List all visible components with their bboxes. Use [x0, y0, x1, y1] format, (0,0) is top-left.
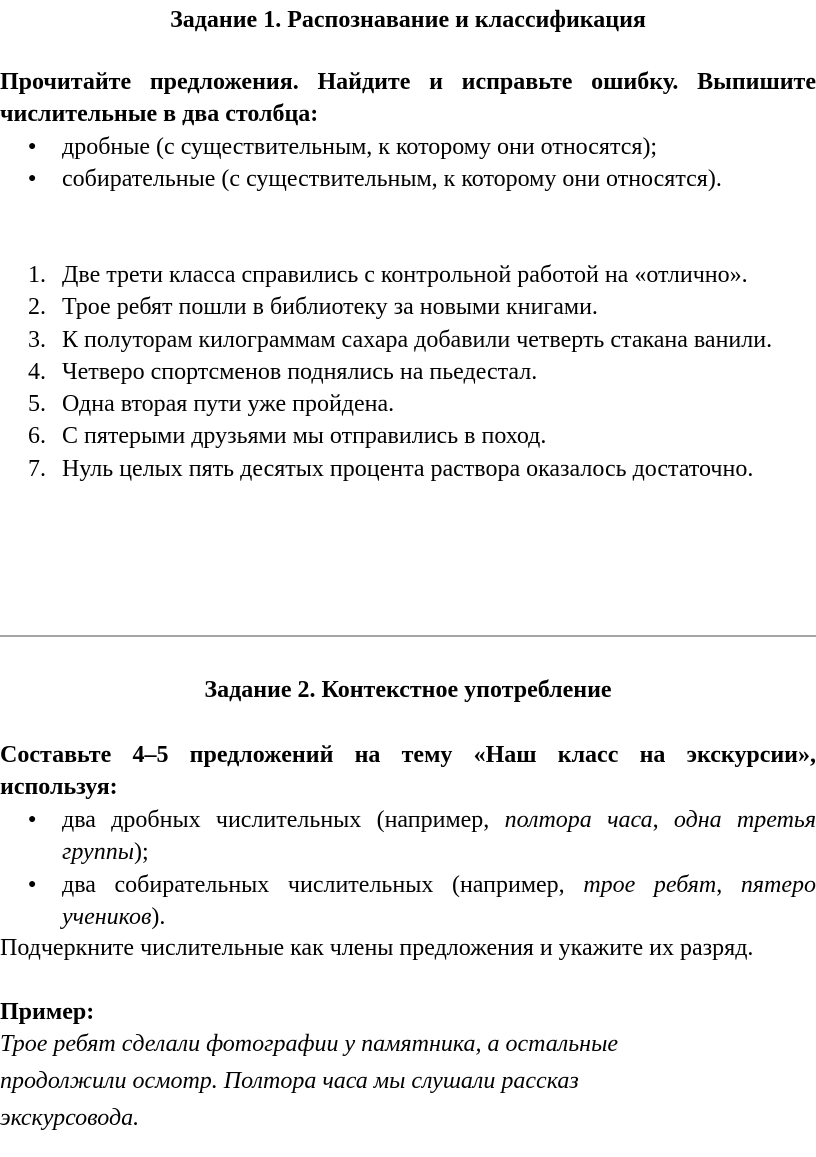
- task2-note: Подчеркните числительные как члены предложения и укажите их разряд.: [0, 935, 754, 961]
- sentence-text: С пятерыми друзьями мы отправились в поход.: [62, 423, 547, 450]
- task2-title: Задание 2. Контекстное употребление: [204, 677, 612, 703]
- sentence-item: [0, 291, 816, 323]
- bullet-icon: ●: [28, 876, 37, 892]
- example-phrase: одна третья группы: [62, 807, 816, 866]
- sentence-number: 1.: [28, 262, 46, 288]
- sentence-number: 6.: [28, 423, 46, 450]
- bullet-icon: ●: [28, 812, 37, 827]
- task1-instruction: Прочитайте предложения. Найдите и исправьте ошибку. Выпишите числительные в два столбца:: [0, 69, 816, 128]
- task2-instruction: Составьте 4–5 предложений на тему «Наш класс на экскурсии», используя:: [0, 742, 816, 801]
- bullet-text: собирательные (с существительным, к которому они относятся).: [62, 166, 722, 193]
- example-text: [0, 1026, 816, 1137]
- sentence-item: [0, 453, 816, 485]
- example-line: продолжили осмотр. Полтора часа мы слушали рассказ: [0, 1068, 579, 1094]
- bullet-icon: ●: [28, 171, 37, 187]
- sentence-text: Трое ребят пошли в библиотеку за новыми книгами.: [62, 294, 598, 321]
- example-phrase: пятеро учеников: [62, 871, 816, 930]
- separator: ,: [652, 807, 674, 833]
- list-item: [0, 804, 816, 869]
- sentence-item: [0, 420, 816, 452]
- bullet-icon: ●: [28, 139, 37, 154]
- task1-bullet-list: [0, 131, 816, 196]
- section-divider: [0, 635, 816, 637]
- bullet-text: дробные (с существительным, к которому они относятся);: [62, 134, 658, 160]
- bullet-text: два собирательных числительных (например,: [62, 871, 584, 898]
- task1-title: Задание 1. Распознавание и классификация: [170, 7, 646, 33]
- example-line: Трое ребят сделали фотографии у памятника, а остальные: [0, 1031, 618, 1057]
- example-line: экскурсовода.: [0, 1105, 140, 1131]
- bullet-end: );: [133, 839, 149, 866]
- bullet-end: ).: [151, 903, 166, 930]
- example-phrase: полтора часа: [504, 807, 653, 833]
- sentence-text: Две трети класса справились с контрольной работой на «отлично».: [62, 262, 748, 288]
- sentence-number: 2.: [28, 294, 46, 321]
- sentence-item: [0, 324, 816, 356]
- sentence-text: Четверо спортсменов поднялись на пьедестал.: [62, 358, 538, 385]
- sentence-item: [0, 356, 816, 388]
- sentence-item: [0, 259, 816, 291]
- task2-bullet-list: [0, 804, 816, 933]
- separator: ,: [716, 871, 741, 898]
- example-phrase: трое ребят: [583, 871, 717, 898]
- sentence-number: 5.: [28, 391, 46, 418]
- sentence-item: [0, 388, 816, 420]
- sentence-number: 3.: [28, 326, 46, 353]
- list-item: [0, 163, 816, 195]
- sentence-text: Нуль целых пять десятых процента раствора оказалось достаточно.: [62, 455, 754, 482]
- bullet-text: два дробных числительных (например,: [62, 807, 505, 833]
- task1-sentence-list: [0, 259, 816, 485]
- example-label: Пример:: [0, 999, 95, 1025]
- sentence-number: 7.: [28, 455, 46, 482]
- sentence-text: К полуторам килограммам сахара добавили четверть стакана ванили.: [62, 326, 773, 353]
- list-item: [0, 869, 816, 934]
- sentence-text: Одна вторая пути уже пройдена.: [62, 391, 395, 418]
- sentence-number: 4.: [28, 358, 46, 385]
- list-item: [0, 131, 816, 163]
